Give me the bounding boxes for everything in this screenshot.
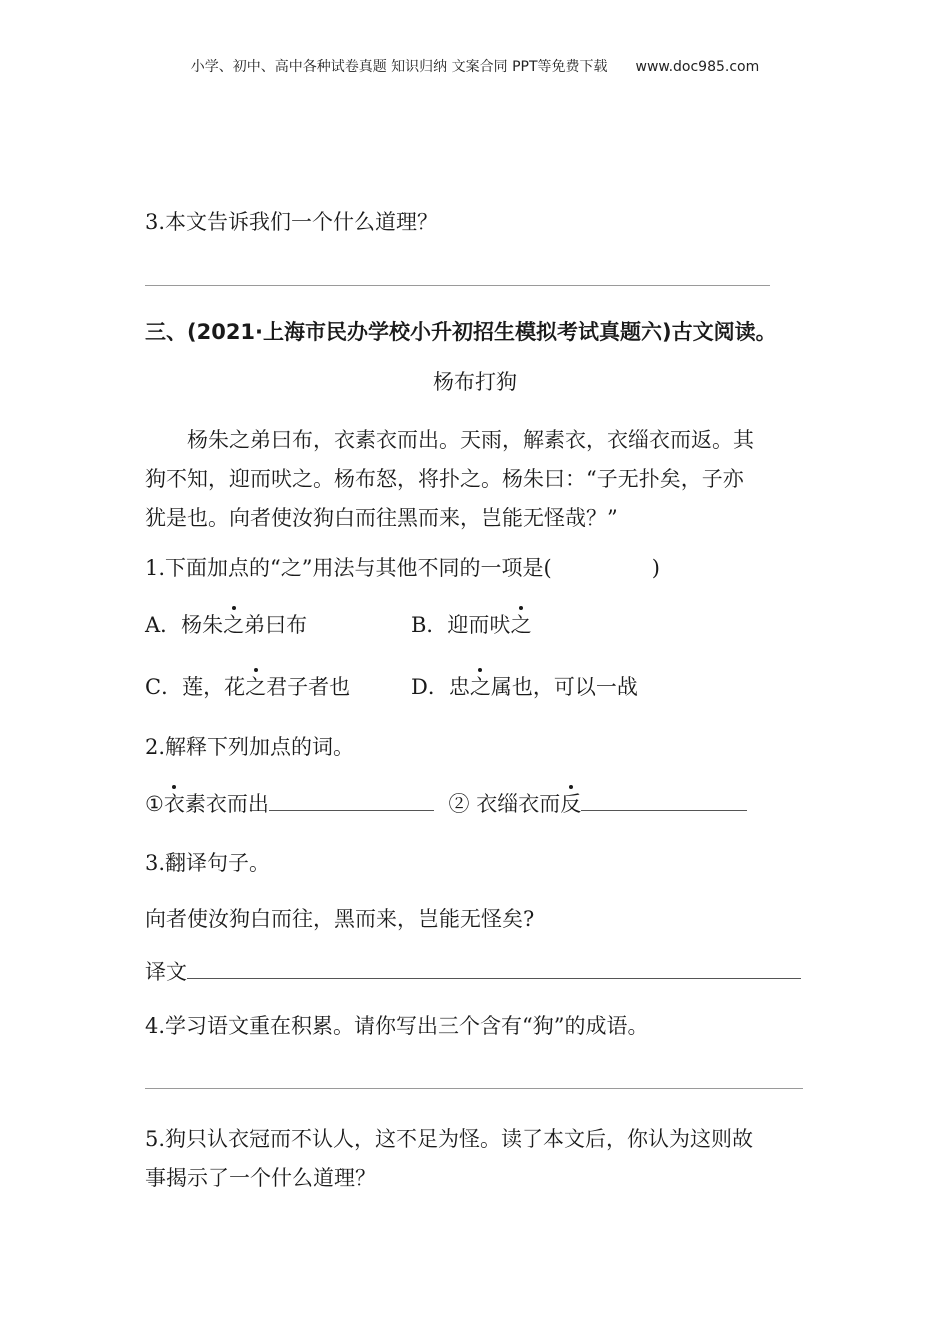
q2-item1-dotted: 衣 [163, 792, 185, 816]
option-b-pre: B．迎而吠 [411, 613, 511, 637]
option-c-post: 君子者也 [266, 675, 351, 699]
passage-line-3: 犹是也。向者使汝狗白而往黑而来，岂能无怪哉？” [145, 506, 618, 530]
question-5 [145, 1120, 805, 1198]
option-a[interactable] [145, 611, 307, 639]
question-4-stem: 4.学习语文重在积累。请你写出三个含有“狗”的成语。 [145, 1014, 649, 1038]
option-b-dotted: 之 [510, 613, 532, 637]
q3-answer-blank[interactable] [187, 960, 801, 979]
question-1-stem-text: 1.下面加点的“之”用法与其他不同的一项是( [145, 556, 552, 580]
q2-item2-dotted: 反 [560, 792, 582, 816]
question-5-line-1: 5.狗只认衣冠而不认人，这不足为怪。读了本文后，你认为这则故 [145, 1127, 754, 1151]
question-1-stem-close: ) [651, 556, 660, 580]
q2-item1-num: ① [145, 792, 164, 816]
passage-line-2: 狗不知，迎而吠之。杨布怒，将扑之。杨朱曰：“子无扑矣，子亦 [145, 467, 744, 491]
question-3-answer [145, 958, 801, 986]
question-5-line-2: 事揭示了一个什么道理？ [145, 1166, 376, 1190]
q3-answer-label: 译文 [145, 960, 187, 984]
question-2-stem: 2.解释下列加点的词。 [145, 735, 355, 759]
option-a-pre: A．杨朱 [145, 613, 224, 637]
question-1-stem [145, 554, 660, 582]
passage-line-1: 杨朱之弟曰布，衣素衣而出。天雨，解素衣，衣缁衣而返。其 [187, 428, 754, 452]
passage-title: 杨布打狗 [433, 370, 517, 394]
q2-item2-pre: ② 衣缁衣而 [448, 792, 561, 816]
q2-item2-blank[interactable] [581, 792, 747, 811]
question-3-sentence: 向者使汝狗白而往，黑而来，岂能无怪矣? [145, 907, 535, 931]
option-c-pre: C．莲，花 [145, 675, 246, 699]
q4-answer-line[interactable] [145, 1088, 803, 1089]
answer-line-prev-q3 [145, 285, 770, 286]
question-2-items [145, 790, 747, 818]
option-c-dotted: 之 [245, 675, 267, 699]
header-url[interactable]: www.doc985.com [635, 59, 760, 75]
q2-item1-blank[interactable] [269, 792, 434, 811]
option-d-pre: D．忠 [411, 675, 470, 699]
page-header [0, 56, 950, 76]
question-3-stem: 3.翻译句子。 [145, 851, 271, 875]
option-d[interactable] [411, 673, 638, 701]
q2-item1-post: 素衣而出 [184, 792, 269, 816]
option-c[interactable] [145, 673, 350, 701]
option-b[interactable] [411, 611, 531, 639]
prev-question-3: 3.本文告诉我们一个什么道理？ [145, 210, 439, 234]
section-heading: 三、(2021·上海市民办学校小升初招生模拟考试真题六)古文阅读。 [145, 320, 777, 344]
passage [145, 421, 805, 538]
option-a-dotted: 之 [223, 613, 245, 637]
option-a-post: 弟曰布 [244, 613, 308, 637]
option-d-dotted: 之 [469, 675, 491, 699]
option-d-post: 属也，可以一战 [490, 675, 638, 699]
header-text: 小学、初中、高中各种试卷真题 知识归纳 文案合同 PPT等免费下载 [190, 59, 608, 75]
